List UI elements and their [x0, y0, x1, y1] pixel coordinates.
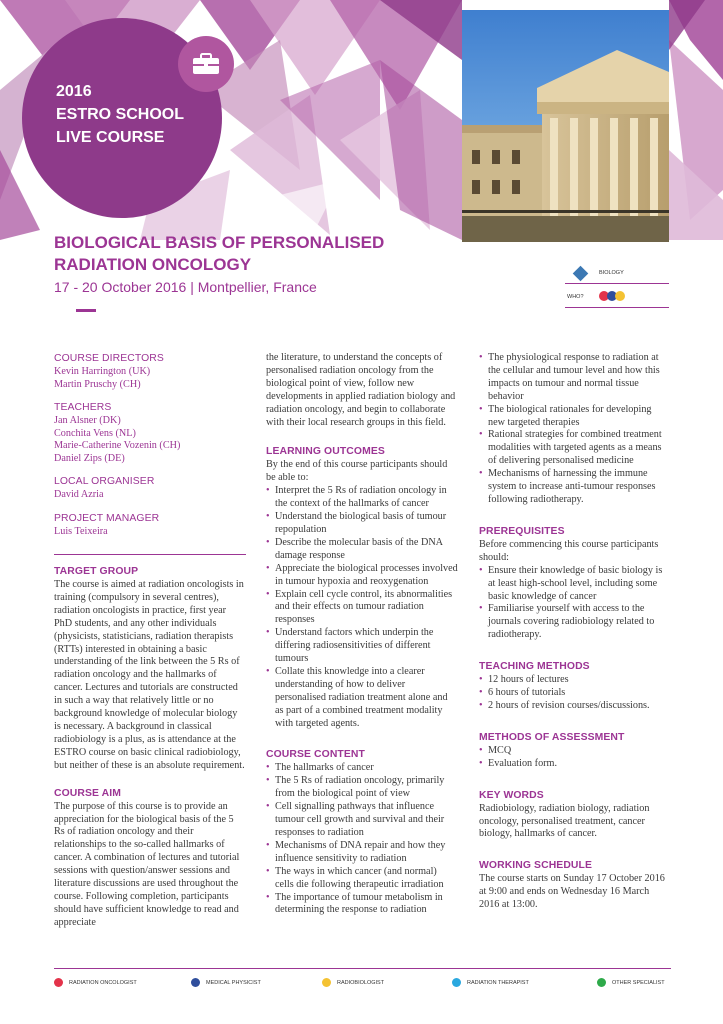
teacher-name: Daniel Zips (DE) [54, 452, 125, 464]
list-item: • Evaluation form. [479, 758, 671, 771]
legend-label: RADIATION ONCOLOGIST [69, 979, 137, 986]
who-dot-icon [615, 291, 625, 301]
legend-label: RADIATION THERAPIST [467, 979, 529, 986]
footer-legend [54, 978, 671, 992]
course-badge-text [56, 80, 184, 149]
course-aim-text: The purpose of this course is to provide an appreciation for the biological basis of the 5 Rs of radiation oncology and their relationships to the so-called hallmarks of cancer. A combination of lectures and tutorial sessions with question/answer sessions and literature discussions are used throughout the course. Following completion, participants should have sufficient knowledge to read and appreciate [54, 800, 240, 928]
building-photo [462, 10, 669, 242]
list-item: • Mechanisms of DNA repair and how they influence sensitivity to radiation [266, 840, 458, 866]
list-item: • Collate this knowledge into a clearer understanding of how to deliver personalised radiation treatment alone and as part of a combined treatment modality with targeted agents. [266, 666, 458, 731]
diamond-icon [573, 266, 589, 282]
legend-radiation-oncologist [54, 978, 137, 987]
briefcase-icon [192, 53, 220, 75]
badge-type: LIVE COURSE [56, 129, 165, 146]
list-item: • MCQ [479, 745, 671, 758]
course-title-line-2: RADIATION ONCOLOGY [54, 255, 252, 274]
yellow-dot-icon [322, 978, 331, 987]
list-item: • Appreciate the biological processes involved in tumour hypoxia and reoxygenation [266, 563, 458, 589]
working-schedule-text: The course starts on Sunday 17 October 2016 at 9:00 and ends on Wednesday 16 March 2016 at 13:00. [479, 873, 665, 911]
legend-radiation-therapist [452, 978, 529, 987]
working-schedule-heading: WORKING SCHEDULE [479, 860, 593, 872]
list-item: • Rational strategies for combined treatment modalities with targeted agents as a means of delivering personalised medicine [479, 429, 671, 468]
list-item: • Cell signalling pathways that influence tumour cell growth and survival and their responses to radiation [266, 801, 458, 840]
audience-tags [565, 262, 669, 310]
list-item: • Explain cell cycle control, its abnormalities and their effects on tumour radiation responses [266, 589, 458, 628]
list-item: • Understand the biological basis of tumour repopulation [266, 511, 458, 537]
teacher-name: Jan Alsner (DK) [54, 415, 121, 426]
title-dash [76, 309, 96, 312]
legend-label: MEDICAL PHYSICIST [206, 979, 261, 986]
list-item: • Mechanisms of harnessing the immune system to increase anti-tumour responses following radiotherapy. [479, 468, 671, 507]
left-column [54, 352, 246, 930]
course-title-line-1: BIOLOGICAL BASIS OF PERSONALISED [54, 233, 385, 252]
footer-divider [54, 968, 671, 969]
prerequisites-list [479, 565, 671, 642]
blue-dot-icon [191, 978, 200, 987]
list-item: • The ways in which cancer (and normal) cells die following therapeutic irradiation [266, 866, 458, 892]
course-aim-continued: the literature, to understand the concepts of personalised radiation oncology from the biological point of view, follow new developments in applied radiation biology and radiation oncology, and begin to collaborate with their local research groups in this field. [266, 352, 456, 428]
list-item: • The physiological response to radiation at the cellular and tumour level and how this impacts on tumour and normal tissue behavior [479, 352, 671, 404]
list-item: • Describe the molecular basis of the DNA damage response [266, 537, 458, 563]
learning-outcomes-intro: By the end of this course participants should be able to: [266, 459, 448, 484]
legend-label: OTHER SPECIALIST [612, 979, 665, 986]
course-dates-location: 17 - 20 October 2016 | Montpellier, France [54, 279, 317, 295]
organiser-heading: LOCAL ORGANISER [54, 476, 155, 487]
course-title [54, 232, 454, 276]
green-dot-icon [597, 978, 606, 987]
list-item: • 12 hours of lectures [479, 674, 671, 687]
red-dot-icon [54, 978, 63, 987]
manager-heading: PROJECT MANAGER [54, 512, 160, 524]
middle-column [266, 352, 458, 917]
learning-outcomes-list [266, 485, 458, 730]
manager-name: Luis Teixeira [54, 525, 108, 537]
director-name: Martin Pruschy (CH) [54, 378, 141, 390]
director-name: Kevin Harrington (UK) [54, 366, 151, 377]
legend-label: RADIOBIOLOGIST [337, 979, 385, 986]
legend-radiobiologist [322, 978, 384, 987]
list-item: • Ensure their knowledge of basic biology is at least high-school level, including some basic knowledge of cancer [479, 565, 671, 604]
list-item: • The hallmarks of cancer [266, 762, 458, 775]
teaching-methods-list [479, 674, 671, 713]
prerequisites-intro: Before commencing this course participants should: [479, 538, 659, 563]
key-words-heading: KEY WORDS [479, 789, 544, 801]
directors-heading: COURSE DIRECTORS [54, 353, 164, 364]
legend-medical-physicist [191, 978, 261, 987]
teacher-name: Marie-Catherine Vozenin (CH) [54, 440, 181, 451]
list-item: • The importance of tumour metabolism in determining the response to radiation [266, 892, 458, 918]
briefcase-badge [178, 36, 234, 92]
teaching-methods-heading: TEACHING METHODS [479, 661, 590, 673]
cyan-dot-icon [452, 978, 461, 987]
tag-row-who [565, 286, 669, 308]
course-aim-heading: COURSE AIM [54, 787, 122, 799]
assessment-heading: METHODS OF ASSESSMENT [479, 731, 625, 743]
list-item: • 2 hours of revision courses/discussions. [479, 700, 671, 713]
course-content-continued-list [479, 352, 671, 507]
learning-outcomes-heading: LEARNING OUTCOMES [266, 446, 385, 458]
course-content-heading: COURSE CONTENT [266, 749, 365, 761]
list-item: • Interpret the 5 Rs of radiation oncology in the context of the hallmarks of cancer [266, 485, 458, 511]
badge-year: 2016 [56, 83, 92, 100]
teacher-name: Conchita Vens (NL) [54, 427, 136, 439]
course-content-list [266, 762, 458, 917]
right-column [479, 352, 671, 912]
prerequisites-heading: PREREQUISITES [479, 525, 565, 537]
section-divider [54, 554, 246, 555]
list-item: • Familiarise yourself with access to the journals covering radiobiology related to radiotherapy. [479, 603, 671, 642]
organiser-name: David Azria [54, 489, 104, 500]
assessment-list [479, 745, 671, 771]
list-item: • The 5 Rs of radiation oncology, primarily from the biological point of view [266, 775, 458, 801]
teachers-heading: TEACHERS [54, 402, 112, 413]
legend-other-specialist [597, 978, 665, 987]
list-item: • 6 hours of tutorials [479, 687, 671, 700]
badge-school: ESTRO SCHOOL [56, 106, 185, 123]
key-words-text: Radiobiology, radiation biology, radiation oncology, personalised treatment, cancer biology, hallmarks of cancer. [479, 802, 650, 840]
biology-label: BIOLOGY [599, 270, 624, 276]
target-group-text: The course is aimed at radiation oncologists in training (compulsory in several centres), radiation oncologists in practice, first year PhD students, and any other individuals (physicists, statisticians, radiation therapists (RTTs) interested in obtaining a basic understanding of the link between the 5 Rs of radiation oncology and the hallmarks of cancer. Lectures and tutorials are constructed in such a way that relatively little or no background knowledge of molecular biology is necessary. A background in classical radiobiology is a plus, as is attendance at the ESTRO course on basic clinical radiobiology, but neither of these is an absolute requirement. [54, 579, 245, 771]
list-item: • The biological rationales for developing new targeted therapies [479, 404, 671, 430]
target-group-heading: TARGET GROUP [54, 566, 139, 577]
who-label: WHO? [567, 294, 584, 300]
list-item: • Understand factors which underpin the differing radiosensitivities of different tumours [266, 627, 458, 666]
tag-row-biology [565, 262, 669, 284]
